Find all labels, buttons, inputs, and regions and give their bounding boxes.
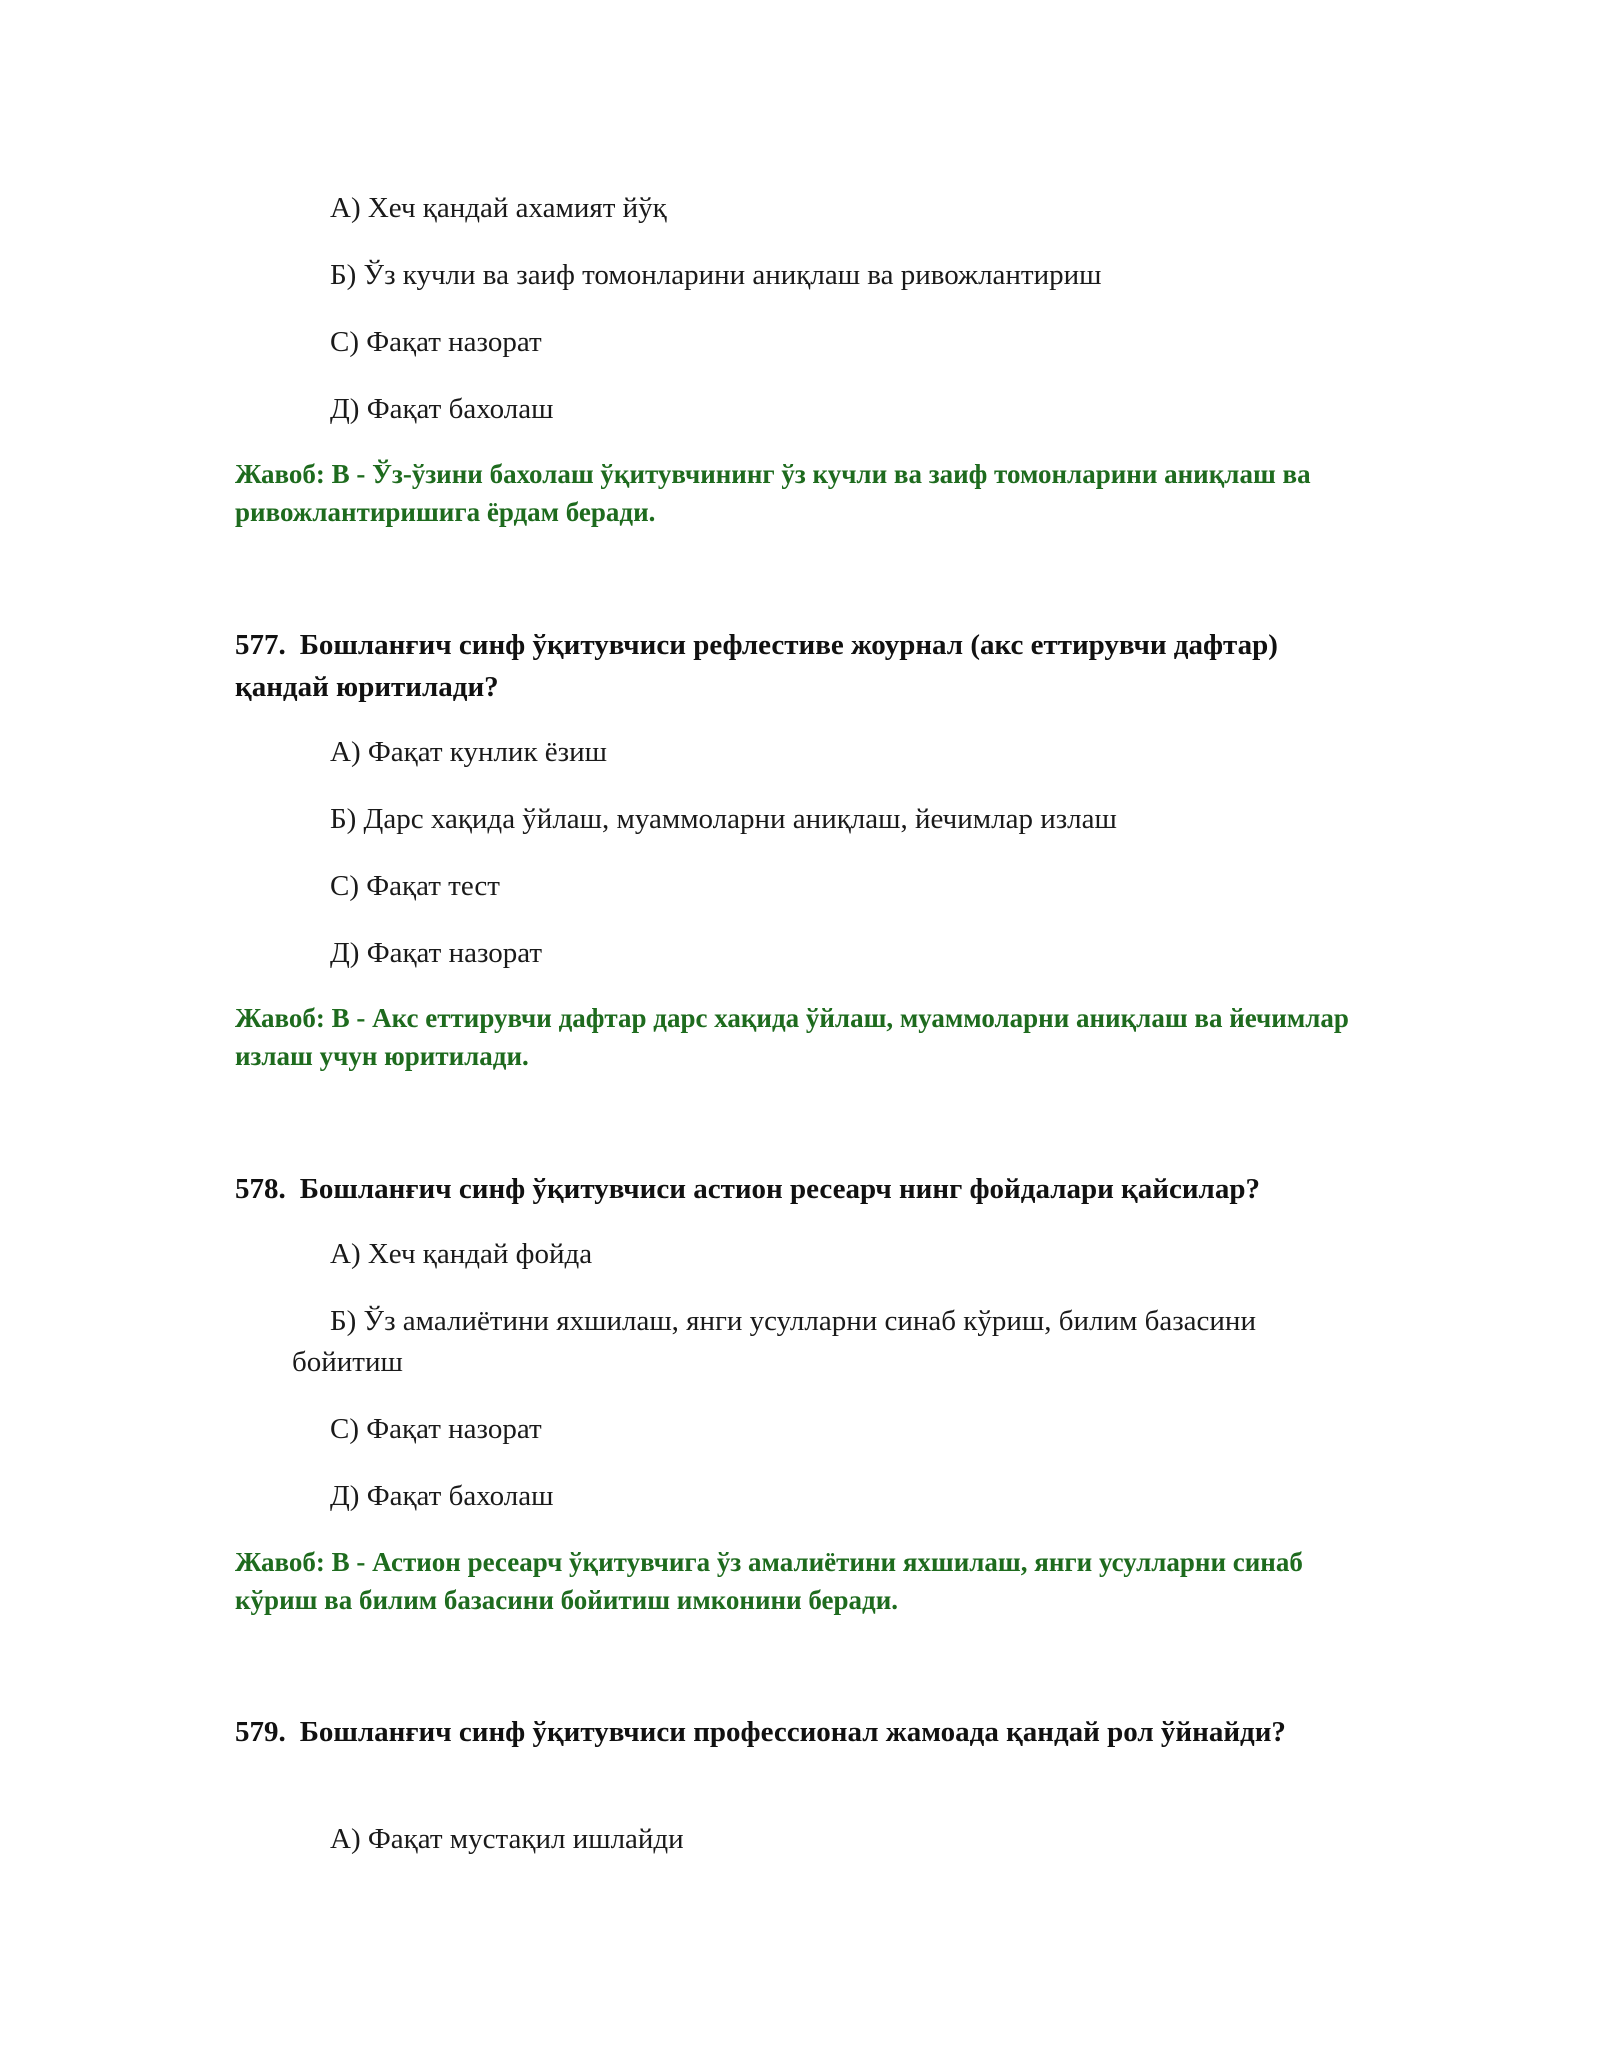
question-text: Бошланғич синф ўқитувчиси профессионал жамоада қандай рол ўйнайди? (299, 1716, 1286, 1748)
option-c: С) Фақат назорат (330, 1413, 542, 1445)
option-b: Б) Ўз кучли ва заиф томонларини аниқлаш ва ривожлантириш (330, 259, 1102, 291)
option-d: Д) Фақат бахолаш (330, 1480, 554, 1512)
option-b: Б) Дарс хақида ўйлаш, муаммоларни аниқлаш, йечимлар излаш (330, 803, 1117, 835)
option-a: А) Хеч қандай фойда (330, 1238, 593, 1270)
option-a: А) Фақат мустақил ишлайди (330, 1823, 684, 1855)
answer-text: Жавоб: B - Астион ресеарч ўқитувчига ўз амалиётини яхшилаш, янги усулларни синаб кўриш ва билим базасини бойитиш имконини беради. (235, 1547, 1303, 1615)
option-a: А) Фақат кунлик ёзиш (330, 736, 607, 768)
answer-text: Жавоб: B - Акс еттирувчи дафтар дарс хақида ўйлаш, муаммоларни аниқлаш ва йечимлар излаш учун юритилади. (235, 1003, 1349, 1071)
option-c: С) Фақат тест (330, 870, 500, 902)
option-c: С) Фақат назорат (330, 326, 542, 358)
option-b: Б) Ўз амалиётини яхшилаш, янги усулларни синаб кўриш, билим базасини бойитиш (292, 1305, 1256, 1378)
option-d: Д) Фақат назорат (330, 937, 543, 969)
option-a: А) Хеч қандай ахамият йўқ (330, 192, 667, 224)
question-number: 579. (235, 1716, 286, 1748)
question-579 (235, 1711, 1375, 1753)
option-d: Д) Фақат бахолаш (330, 393, 554, 425)
answer-text: Жавоб: B - Ўз-ўзини бахолаш ўқитувчининг ўз кучли ва заиф томонларини аниқлаш ва ривожлантиришига ёрдам беради. (235, 459, 1311, 527)
question-text: Бошланғич синф ўқитувчиси рефлестиве жоурнал (акс еттирувчи дафтар) қандай юритилади? (235, 629, 1278, 703)
question-number: 578. (235, 1173, 286, 1205)
question-578 (235, 1168, 1375, 1210)
question-577 (235, 624, 1375, 708)
question-text: Бошланғич синф ўқитувчиси астион ресеарч нинг фойдалари қайсилар? (299, 1173, 1260, 1205)
question-number: 577. (235, 629, 286, 661)
